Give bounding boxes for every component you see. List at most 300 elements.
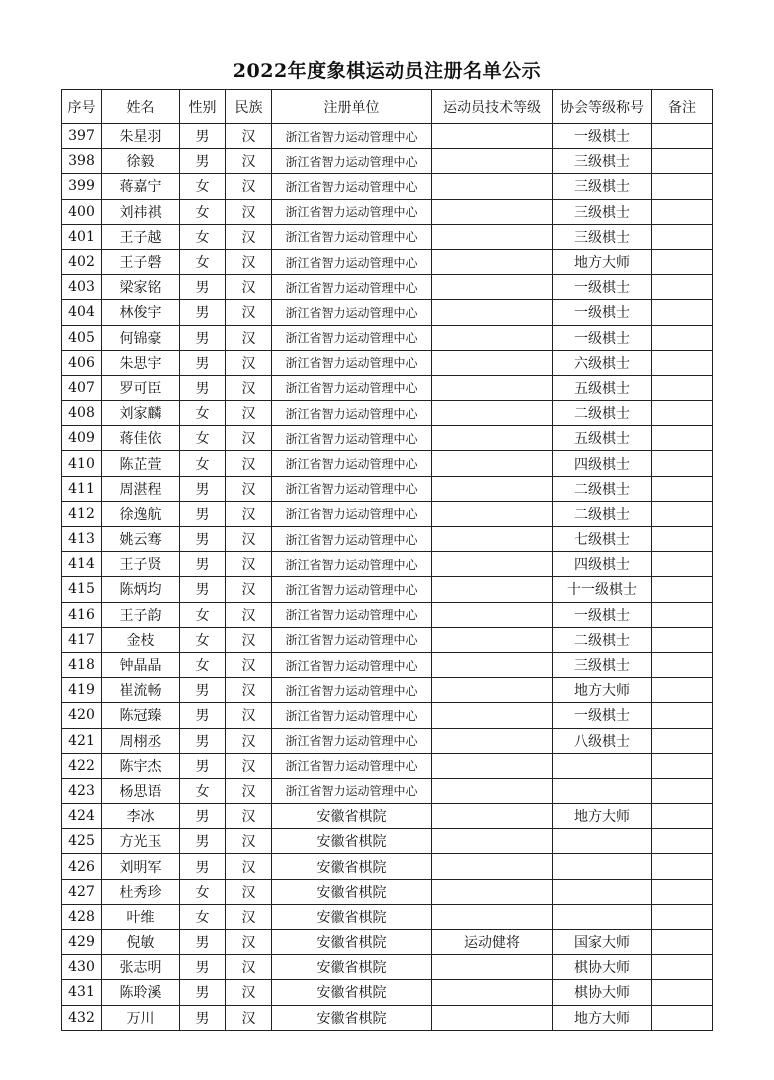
cell-remarks bbox=[652, 476, 713, 501]
cell-association-title: 国家大师 bbox=[553, 930, 652, 955]
cell-remarks bbox=[652, 350, 713, 375]
cell-tech-grade bbox=[432, 778, 553, 803]
table-row bbox=[62, 224, 713, 249]
cell-name: 陈聆溪 bbox=[102, 980, 180, 1005]
cell-gender: 男 bbox=[180, 728, 226, 753]
cell-association-title: 八级棋士 bbox=[553, 728, 652, 753]
cell-tech-grade bbox=[432, 300, 553, 325]
cell-unit: 浙江省智力运动管理中心 bbox=[272, 627, 432, 652]
cell-association-title: 四级棋士 bbox=[553, 552, 652, 577]
cell-remarks bbox=[652, 602, 713, 627]
header-ethnicity: 民族 bbox=[226, 90, 272, 124]
cell-tech-grade bbox=[432, 501, 553, 526]
cell-name: 方光玉 bbox=[102, 829, 180, 854]
cell-gender: 男 bbox=[180, 1005, 226, 1030]
cell-tech-grade bbox=[432, 401, 553, 426]
cell-unit: 浙江省智力运动管理中心 bbox=[272, 778, 432, 803]
cell-name: 王子韵 bbox=[102, 602, 180, 627]
header-gender: 性别 bbox=[180, 90, 226, 124]
cell-index: 410 bbox=[62, 451, 102, 476]
cell-index: 421 bbox=[62, 728, 102, 753]
cell-association-title: 六级棋士 bbox=[553, 350, 652, 375]
cell-unit: 浙江省智力运动管理中心 bbox=[272, 728, 432, 753]
cell-remarks bbox=[652, 249, 713, 274]
cell-association-title: 二级棋士 bbox=[553, 501, 652, 526]
cell-gender: 男 bbox=[180, 980, 226, 1005]
table-row bbox=[62, 930, 713, 955]
cell-association-title: 七级棋士 bbox=[553, 527, 652, 552]
cell-remarks bbox=[652, 426, 713, 451]
cell-ethnicity: 汉 bbox=[226, 879, 272, 904]
table-row bbox=[62, 275, 713, 300]
cell-unit: 浙江省智力运动管理中心 bbox=[272, 124, 432, 149]
cell-name: 姚云骞 bbox=[102, 527, 180, 552]
cell-ethnicity: 汉 bbox=[226, 325, 272, 350]
cell-name: 万川 bbox=[102, 1005, 180, 1030]
cell-ethnicity: 汉 bbox=[226, 199, 272, 224]
cell-index: 425 bbox=[62, 829, 102, 854]
table-row bbox=[62, 778, 713, 803]
cell-tech-grade bbox=[432, 703, 553, 728]
cell-tech-grade bbox=[432, 804, 553, 829]
cell-gender: 男 bbox=[180, 300, 226, 325]
cell-association-title: 棋协大师 bbox=[553, 955, 652, 980]
cell-remarks bbox=[652, 678, 713, 703]
cell-gender: 男 bbox=[180, 325, 226, 350]
cell-unit: 浙江省智力运动管理中心 bbox=[272, 325, 432, 350]
cell-tech-grade bbox=[432, 577, 553, 602]
cell-remarks bbox=[652, 401, 713, 426]
cell-tech-grade bbox=[432, 552, 553, 577]
cell-tech-grade bbox=[432, 174, 553, 199]
cell-name: 蒋嘉宁 bbox=[102, 174, 180, 199]
cell-tech-grade bbox=[432, 829, 553, 854]
cell-remarks bbox=[652, 199, 713, 224]
cell-unit: 浙江省智力运动管理中心 bbox=[272, 451, 432, 476]
cell-remarks bbox=[652, 829, 713, 854]
cell-index: 426 bbox=[62, 854, 102, 879]
cell-unit: 安徽省棋院 bbox=[272, 955, 432, 980]
cell-tech-grade bbox=[432, 753, 553, 778]
cell-name: 陈炳均 bbox=[102, 577, 180, 602]
cell-index: 408 bbox=[62, 401, 102, 426]
header-association-title: 协会等级称号 bbox=[553, 90, 652, 124]
cell-tech-grade bbox=[432, 854, 553, 879]
cell-tech-grade bbox=[432, 728, 553, 753]
cell-unit: 浙江省智力运动管理中心 bbox=[272, 300, 432, 325]
cell-name: 王子贤 bbox=[102, 552, 180, 577]
table-row bbox=[62, 829, 713, 854]
cell-gender: 女 bbox=[180, 199, 226, 224]
cell-tech-grade bbox=[432, 375, 553, 400]
cell-tech-grade bbox=[432, 678, 553, 703]
cell-association-title: 棋协大师 bbox=[553, 980, 652, 1005]
cell-remarks bbox=[652, 300, 713, 325]
cell-tech-grade bbox=[432, 224, 553, 249]
cell-unit: 安徽省棋院 bbox=[272, 1005, 432, 1030]
cell-remarks bbox=[652, 930, 713, 955]
cell-tech-grade bbox=[432, 955, 553, 980]
cell-index: 415 bbox=[62, 577, 102, 602]
table-row bbox=[62, 325, 713, 350]
cell-association-title: 地方大师 bbox=[553, 804, 652, 829]
cell-unit: 浙江省智力运动管理中心 bbox=[272, 249, 432, 274]
cell-gender: 女 bbox=[180, 879, 226, 904]
cell-gender: 男 bbox=[180, 678, 226, 703]
cell-unit: 浙江省智力运动管理中心 bbox=[272, 527, 432, 552]
cell-ethnicity: 汉 bbox=[226, 955, 272, 980]
cell-gender: 女 bbox=[180, 652, 226, 677]
cell-gender: 男 bbox=[180, 804, 226, 829]
cell-index: 399 bbox=[62, 174, 102, 199]
table-row bbox=[62, 804, 713, 829]
cell-index: 417 bbox=[62, 627, 102, 652]
cell-remarks bbox=[652, 879, 713, 904]
cell-gender: 男 bbox=[180, 577, 226, 602]
cell-index: 402 bbox=[62, 249, 102, 274]
cell-index: 422 bbox=[62, 753, 102, 778]
cell-ethnicity: 汉 bbox=[226, 728, 272, 753]
cell-unit: 安徽省棋院 bbox=[272, 930, 432, 955]
cell-name: 杜秀珍 bbox=[102, 879, 180, 904]
cell-ethnicity: 汉 bbox=[226, 678, 272, 703]
table-row bbox=[62, 602, 713, 627]
cell-name: 刘明军 bbox=[102, 854, 180, 879]
cell-name: 朱星羽 bbox=[102, 124, 180, 149]
cell-index: 416 bbox=[62, 602, 102, 627]
cell-remarks bbox=[652, 804, 713, 829]
cell-name: 陈芷萱 bbox=[102, 451, 180, 476]
cell-index: 404 bbox=[62, 300, 102, 325]
cell-unit: 浙江省智力运动管理中心 bbox=[272, 753, 432, 778]
cell-ethnicity: 汉 bbox=[226, 703, 272, 728]
table-row bbox=[62, 879, 713, 904]
cell-association-title bbox=[553, 854, 652, 879]
cell-name: 陈宇杰 bbox=[102, 753, 180, 778]
cell-association-title: 一级棋士 bbox=[553, 124, 652, 149]
cell-ethnicity: 汉 bbox=[226, 174, 272, 199]
cell-remarks bbox=[652, 577, 713, 602]
cell-remarks bbox=[652, 552, 713, 577]
cell-association-title: 三级棋士 bbox=[553, 199, 652, 224]
cell-unit: 浙江省智力运动管理中心 bbox=[272, 350, 432, 375]
cell-index: 424 bbox=[62, 804, 102, 829]
watermark bbox=[490, 1045, 493, 1055]
cell-name: 张志明 bbox=[102, 955, 180, 980]
cell-ethnicity: 汉 bbox=[226, 552, 272, 577]
cell-unit: 浙江省智力运动管理中心 bbox=[272, 375, 432, 400]
cell-ethnicity: 汉 bbox=[226, 451, 272, 476]
cell-remarks bbox=[652, 652, 713, 677]
table-row bbox=[62, 124, 713, 149]
cell-ethnicity: 汉 bbox=[226, 980, 272, 1005]
cell-unit: 浙江省智力运动管理中心 bbox=[272, 199, 432, 224]
table-row bbox=[62, 199, 713, 224]
cell-ethnicity: 汉 bbox=[226, 275, 272, 300]
cell-association-title: 三级棋士 bbox=[553, 149, 652, 174]
table-row bbox=[62, 703, 713, 728]
cell-unit: 浙江省智力运动管理中心 bbox=[272, 678, 432, 703]
table-row bbox=[62, 426, 713, 451]
cell-gender: 女 bbox=[180, 602, 226, 627]
cell-index: 414 bbox=[62, 552, 102, 577]
cell-index: 423 bbox=[62, 778, 102, 803]
cell-gender: 男 bbox=[180, 501, 226, 526]
cell-tech-grade bbox=[432, 426, 553, 451]
table-row bbox=[62, 476, 713, 501]
table-row bbox=[62, 300, 713, 325]
cell-name: 梁家铭 bbox=[102, 275, 180, 300]
table-row bbox=[62, 904, 713, 929]
cell-unit: 安徽省棋院 bbox=[272, 804, 432, 829]
cell-index: 418 bbox=[62, 652, 102, 677]
table-row bbox=[62, 401, 713, 426]
cell-unit: 安徽省棋院 bbox=[272, 829, 432, 854]
cell-unit: 浙江省智力运动管理中心 bbox=[272, 476, 432, 501]
cell-name: 林俊宇 bbox=[102, 300, 180, 325]
cell-name: 罗可臣 bbox=[102, 375, 180, 400]
cell-ethnicity: 汉 bbox=[226, 577, 272, 602]
cell-gender: 男 bbox=[180, 149, 226, 174]
cell-gender: 女 bbox=[180, 224, 226, 249]
cell-association-title bbox=[553, 778, 652, 803]
registration-table bbox=[61, 89, 713, 1031]
page-title: 2022年度象棋运动员注册名单公示 bbox=[232, 60, 542, 82]
cell-ethnicity: 汉 bbox=[226, 930, 272, 955]
cell-remarks bbox=[652, 149, 713, 174]
cell-remarks bbox=[652, 527, 713, 552]
cell-tech-grade bbox=[432, 1005, 553, 1030]
cell-gender: 女 bbox=[180, 451, 226, 476]
cell-association-title: 三级棋士 bbox=[553, 224, 652, 249]
table-header-row bbox=[62, 90, 713, 124]
cell-index: 406 bbox=[62, 350, 102, 375]
cell-gender: 女 bbox=[180, 627, 226, 652]
cell-name: 叶维 bbox=[102, 904, 180, 929]
cell-index: 405 bbox=[62, 325, 102, 350]
cell-ethnicity: 汉 bbox=[226, 249, 272, 274]
cell-gender: 男 bbox=[180, 930, 226, 955]
cell-tech-grade bbox=[432, 325, 553, 350]
cell-gender: 女 bbox=[180, 778, 226, 803]
cell-index: 431 bbox=[62, 980, 102, 1005]
cell-tech-grade bbox=[432, 249, 553, 274]
cell-remarks bbox=[652, 955, 713, 980]
cell-index: 412 bbox=[62, 501, 102, 526]
cell-unit: 浙江省智力运动管理中心 bbox=[272, 577, 432, 602]
cell-remarks bbox=[652, 904, 713, 929]
table-row bbox=[62, 249, 713, 274]
cell-tech-grade bbox=[432, 627, 553, 652]
cell-ethnicity: 汉 bbox=[226, 224, 272, 249]
cell-gender: 女 bbox=[180, 904, 226, 929]
cell-ethnicity: 汉 bbox=[226, 401, 272, 426]
cell-ethnicity: 汉 bbox=[226, 627, 272, 652]
cell-ethnicity: 汉 bbox=[226, 476, 272, 501]
cell-index: 401 bbox=[62, 224, 102, 249]
cell-index: 430 bbox=[62, 955, 102, 980]
cell-ethnicity: 汉 bbox=[226, 527, 272, 552]
cell-association-title: 一级棋士 bbox=[553, 275, 652, 300]
cell-tech-grade bbox=[432, 904, 553, 929]
cell-ethnicity: 汉 bbox=[226, 350, 272, 375]
cell-remarks bbox=[652, 980, 713, 1005]
cell-name: 王子越 bbox=[102, 224, 180, 249]
cell-name: 倪敏 bbox=[102, 930, 180, 955]
cell-index: 398 bbox=[62, 149, 102, 174]
cell-remarks bbox=[652, 124, 713, 149]
cell-association-title: 地方大师 bbox=[553, 678, 652, 703]
header-index: 序号 bbox=[62, 90, 102, 124]
cell-association-title: 地方大师 bbox=[553, 249, 652, 274]
cell-unit: 安徽省棋院 bbox=[272, 980, 432, 1005]
cell-gender: 女 bbox=[180, 426, 226, 451]
cell-remarks bbox=[652, 275, 713, 300]
table-row bbox=[62, 753, 713, 778]
cell-index: 420 bbox=[62, 703, 102, 728]
cell-tech-grade bbox=[432, 527, 553, 552]
cell-remarks bbox=[652, 224, 713, 249]
cell-remarks bbox=[652, 375, 713, 400]
table-row bbox=[62, 980, 713, 1005]
cell-gender: 女 bbox=[180, 174, 226, 199]
cell-ethnicity: 汉 bbox=[226, 300, 272, 325]
cell-association-title: 二级棋士 bbox=[553, 401, 652, 426]
cell-ethnicity: 汉 bbox=[226, 426, 272, 451]
cell-name: 杨思语 bbox=[102, 778, 180, 803]
cell-tech-grade bbox=[432, 451, 553, 476]
cell-ethnicity: 汉 bbox=[226, 904, 272, 929]
cell-ethnicity: 汉 bbox=[226, 829, 272, 854]
cell-ethnicity: 汉 bbox=[226, 854, 272, 879]
cell-remarks bbox=[652, 778, 713, 803]
table-row bbox=[62, 577, 713, 602]
cell-tech-grade bbox=[432, 275, 553, 300]
cell-name: 周栩丞 bbox=[102, 728, 180, 753]
cell-gender: 男 bbox=[180, 552, 226, 577]
cell-index: 429 bbox=[62, 930, 102, 955]
cell-unit: 浙江省智力运动管理中心 bbox=[272, 275, 432, 300]
cell-remarks bbox=[652, 451, 713, 476]
cell-ethnicity: 汉 bbox=[226, 804, 272, 829]
cell-unit: 浙江省智力运动管理中心 bbox=[272, 174, 432, 199]
cell-name: 金枝 bbox=[102, 627, 180, 652]
cell-tech-grade bbox=[432, 149, 553, 174]
cell-gender: 男 bbox=[180, 275, 226, 300]
cell-name: 周湛程 bbox=[102, 476, 180, 501]
header-name: 姓名 bbox=[102, 90, 180, 124]
cell-unit: 浙江省智力运动管理中心 bbox=[272, 552, 432, 577]
cell-association-title: 三级棋士 bbox=[553, 652, 652, 677]
cell-association-title bbox=[553, 753, 652, 778]
cell-association-title bbox=[553, 879, 652, 904]
cell-name: 刘家麟 bbox=[102, 401, 180, 426]
cell-tech-grade bbox=[432, 124, 553, 149]
cell-association-title: 五级棋士 bbox=[553, 426, 652, 451]
header-remarks: 备注 bbox=[652, 90, 713, 124]
table-row bbox=[62, 552, 713, 577]
cell-gender: 男 bbox=[180, 703, 226, 728]
cell-association-title: 一级棋士 bbox=[553, 300, 652, 325]
table-row bbox=[62, 955, 713, 980]
cell-gender: 男 bbox=[180, 124, 226, 149]
cell-name: 王子磬 bbox=[102, 249, 180, 274]
table-body bbox=[62, 124, 713, 1031]
cell-name: 李冰 bbox=[102, 804, 180, 829]
cell-name: 何锦豪 bbox=[102, 325, 180, 350]
cell-index: 427 bbox=[62, 879, 102, 904]
cell-ethnicity: 汉 bbox=[226, 1005, 272, 1030]
cell-gender: 男 bbox=[180, 829, 226, 854]
cell-index: 413 bbox=[62, 527, 102, 552]
cell-association-title: 一级棋士 bbox=[553, 703, 652, 728]
cell-name: 刘祎祺 bbox=[102, 199, 180, 224]
table-row bbox=[62, 627, 713, 652]
cell-association-title: 一级棋士 bbox=[553, 325, 652, 350]
cell-remarks bbox=[652, 627, 713, 652]
cell-ethnicity: 汉 bbox=[226, 602, 272, 627]
cell-association-title bbox=[553, 904, 652, 929]
cell-gender: 男 bbox=[180, 476, 226, 501]
table-row bbox=[62, 527, 713, 552]
cell-remarks bbox=[652, 753, 713, 778]
cell-association-title bbox=[553, 829, 652, 854]
cell-ethnicity: 汉 bbox=[226, 652, 272, 677]
header-tech-grade: 运动员技术等级 bbox=[432, 90, 553, 124]
cell-remarks bbox=[652, 501, 713, 526]
cell-remarks bbox=[652, 325, 713, 350]
cell-ethnicity: 汉 bbox=[226, 375, 272, 400]
cell-unit: 安徽省棋院 bbox=[272, 854, 432, 879]
cell-association-title: 三级棋士 bbox=[553, 174, 652, 199]
cell-remarks bbox=[652, 174, 713, 199]
cell-index: 397 bbox=[62, 124, 102, 149]
table-row bbox=[62, 375, 713, 400]
cell-index: 411 bbox=[62, 476, 102, 501]
cell-tech-grade bbox=[432, 980, 553, 1005]
cell-gender: 女 bbox=[180, 249, 226, 274]
cell-index: 400 bbox=[62, 199, 102, 224]
cell-name: 徐逸航 bbox=[102, 501, 180, 526]
cell-tech-grade: 运动健将 bbox=[432, 930, 553, 955]
cell-gender: 男 bbox=[180, 854, 226, 879]
cell-tech-grade bbox=[432, 652, 553, 677]
cell-remarks bbox=[652, 854, 713, 879]
table-row bbox=[62, 678, 713, 703]
cell-gender: 女 bbox=[180, 401, 226, 426]
cell-association-title: 十一级棋士 bbox=[553, 577, 652, 602]
cell-association-title: 四级棋士 bbox=[553, 451, 652, 476]
cell-index: 432 bbox=[62, 1005, 102, 1030]
table-row bbox=[62, 854, 713, 879]
cell-unit: 安徽省棋院 bbox=[272, 904, 432, 929]
cell-unit: 浙江省智力运动管理中心 bbox=[272, 501, 432, 526]
cell-tech-grade bbox=[432, 350, 553, 375]
cell-association-title: 一级棋士 bbox=[553, 602, 652, 627]
cell-ethnicity: 汉 bbox=[226, 124, 272, 149]
cell-index: 419 bbox=[62, 678, 102, 703]
cell-name: 徐毅 bbox=[102, 149, 180, 174]
cell-unit: 浙江省智力运动管理中心 bbox=[272, 401, 432, 426]
cell-tech-grade bbox=[432, 602, 553, 627]
table-row bbox=[62, 149, 713, 174]
cell-tech-grade bbox=[432, 879, 553, 904]
cell-unit: 浙江省智力运动管理中心 bbox=[272, 224, 432, 249]
cell-name: 朱思宇 bbox=[102, 350, 180, 375]
cell-index: 428 bbox=[62, 904, 102, 929]
cell-association-title: 二级棋士 bbox=[553, 627, 652, 652]
header-unit: 注册单位 bbox=[272, 90, 432, 124]
